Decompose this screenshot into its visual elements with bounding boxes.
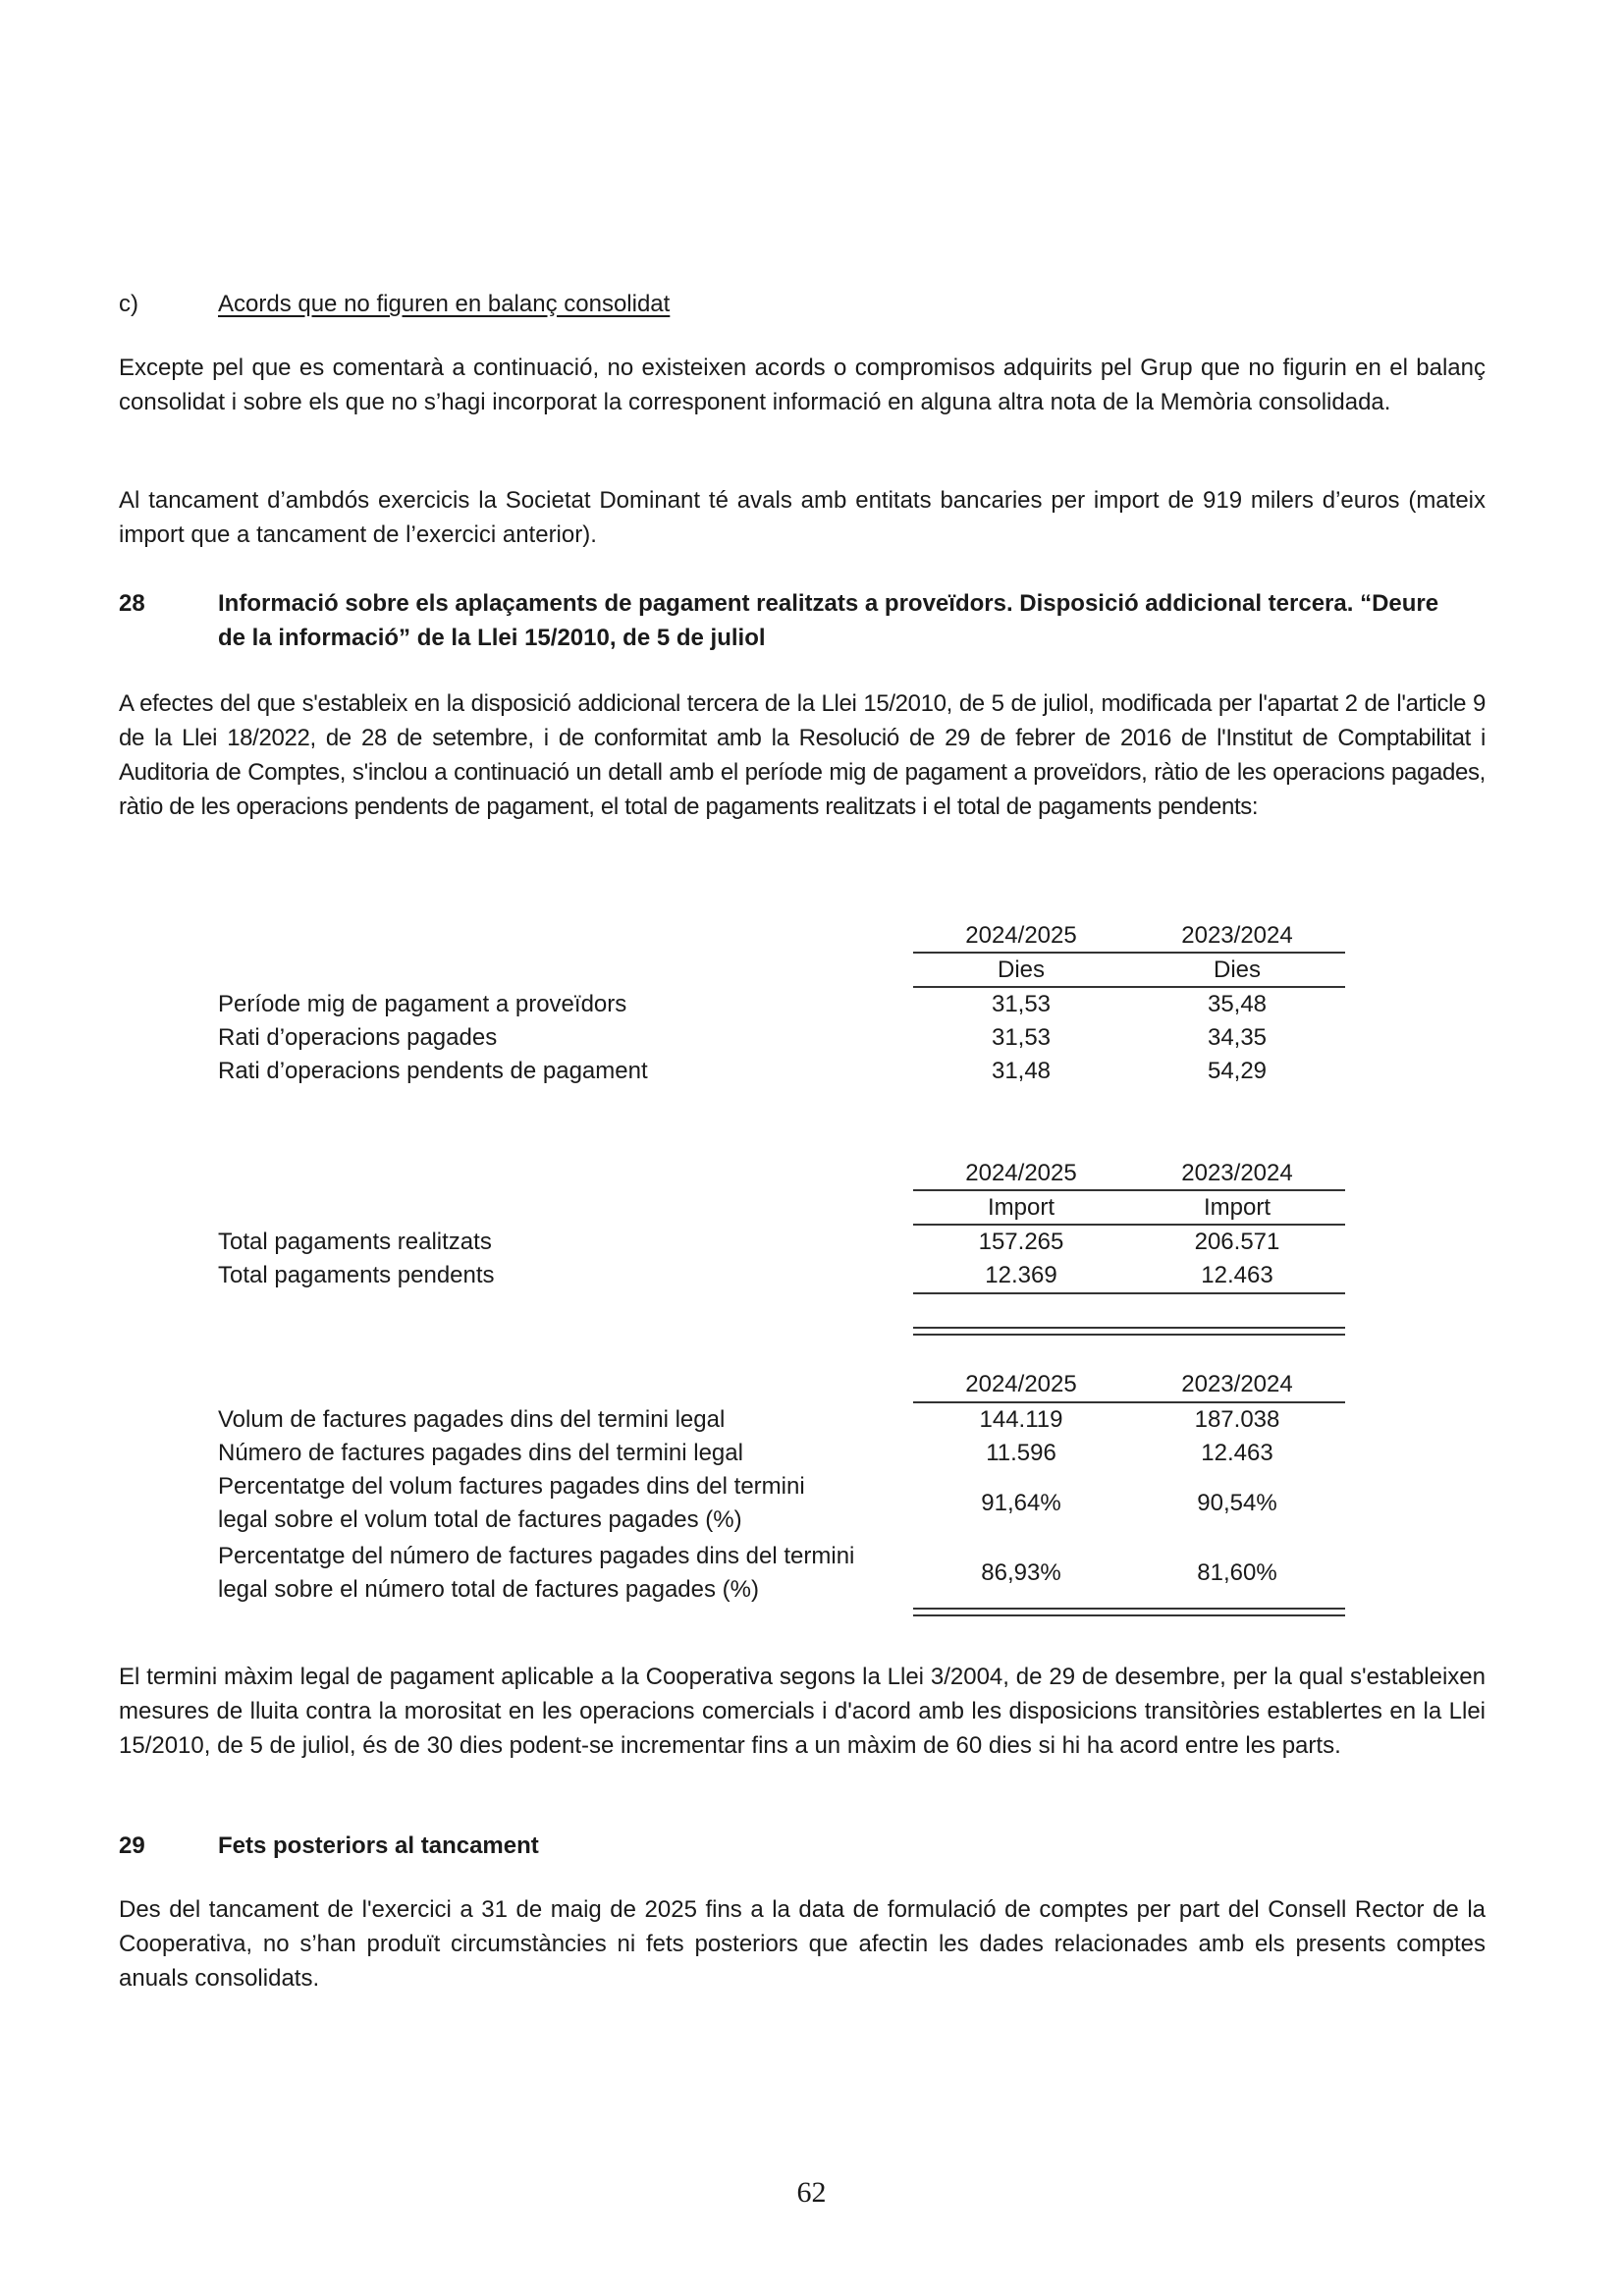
section-29-title: Fets posteriors al tancament	[218, 1832, 539, 1859]
payments-table-cell: 12.369	[985, 1262, 1057, 1288]
payments-table-unit-col2: Import	[1203, 1194, 1271, 1221]
days-table-row-label: Rati d’operacions pagades	[218, 1024, 498, 1051]
invoices-table-row-label: Percentatge del número de factures pagades dins del termini	[218, 1543, 855, 1569]
page-number: 62	[796, 2176, 827, 2209]
invoices-table-cell: 81,60%	[1197, 1559, 1277, 1586]
days-table-cell: 31,48	[991, 1058, 1052, 1084]
days-table-row-label: Rati d’operacions pendents de pagament	[218, 1058, 648, 1084]
days-table-header-col1: 2024/2025	[965, 922, 1077, 949]
invoices-table-row-label: Número de factures pagades dins del termini legal	[218, 1440, 743, 1466]
invoices-table-double-rule	[913, 1608, 1345, 1616]
section-c-paragraph-1: Excepte pel que es comentarà a continuació, no existeixen acords o compromisos adquirits pel Grup que no figurin en el balanç consolidat i sobre els que no s’hagi incorporat la corresponent informació en alguna altra nota de la Memòria consolidada.	[119, 355, 1486, 415]
payments-table-double-rule	[913, 1327, 1345, 1336]
payments-table-cell: 206.571	[1194, 1229, 1280, 1255]
days-table-header-col2: 2023/2024	[1181, 922, 1293, 949]
invoices-table-header-col1: 2024/2025	[965, 1371, 1077, 1397]
payments-table-row-label: Total pagaments realitzats	[218, 1229, 492, 1255]
invoices-table-cell: 12.463	[1201, 1440, 1273, 1466]
days-table-cell: 34,35	[1207, 1024, 1268, 1051]
invoices-table-row-label: Volum de factures pagades dins del termini legal	[218, 1406, 726, 1433]
invoices-table-cell: 91,64%	[981, 1490, 1061, 1516]
payments-table-header-col2: 2023/2024	[1181, 1160, 1293, 1186]
days-table-unit-col1: Dies	[997, 957, 1045, 983]
days-table-unit-col2: Dies	[1213, 957, 1261, 983]
payments-table-row-label: Total pagaments pendents	[218, 1262, 495, 1288]
payments-table-cell: 12.463	[1201, 1262, 1273, 1288]
invoices-table-row-label: Percentatge del volum factures pagades dins del termini	[218, 1473, 805, 1500]
section-28-number: 28	[119, 590, 145, 617]
invoices-table-row-label: legal sobre el volum total de factures pagades (%)	[218, 1506, 742, 1533]
invoices-table-cell: 86,93%	[981, 1559, 1061, 1586]
section-c-paragraph-2: Al tancament d’ambdós exercicis la Societat Dominant té avals amb entitats bancaries per import de 919 milers d’euros (mateix import que a tancament de l’exercici anterior).	[119, 487, 1486, 548]
days-table-row-label: Període mig de pagament a proveïdors	[218, 991, 627, 1017]
section-28-closing: El termini màxim legal de pagament aplicable a la Cooperativa segons la Llei 3/2004, de 29 de desembre, per la qual s'estableixen mesures de lluita contra la morositat en les operacions comercials i d'acord amb les disposicions transitòries establertes en la Llei 15/2010, de 5 de juliol, és de 30 dies podent-se incrementar fins a un màxim de 60 dies si hi ha acord entre les parts.	[119, 1664, 1486, 1759]
section-c-title: Acords que no figuren en balanç consolidat	[218, 291, 671, 317]
invoices-table-row-label: legal sobre el número total de factures pagades (%)	[218, 1576, 759, 1603]
payments-table-rule-bottom	[913, 1292, 1345, 1294]
section-28-title-line-1: Informació sobre els aplaçaments de pagament realitzats a proveïdors. Disposició addicional tercera. “Deure	[218, 590, 1439, 617]
section-29-number: 29	[119, 1832, 145, 1859]
days-table-cell: 31,53	[991, 991, 1052, 1017]
section-c-marker: c)	[119, 291, 138, 317]
invoices-table-cell: 187.038	[1194, 1406, 1280, 1433]
invoices-table-header-col2: 2023/2024	[1181, 1371, 1293, 1397]
days-table-cell: 54,29	[1207, 1058, 1268, 1084]
days-table-cell: 31,53	[991, 1024, 1052, 1051]
payments-table-cell: 157.265	[978, 1229, 1064, 1255]
invoices-table-cell: 144.119	[979, 1406, 1063, 1433]
invoices-table-cell: 11.596	[986, 1440, 1056, 1466]
section-29-paragraph: Des del tancament de l'exercici a 31 de maig de 2025 fins a la data de formulació de comptes per part del Consell Rector de la Cooperativa, no s’han produït circumstàncies ni fets posteriors que afectin les dades relacionades amb els presents comptes anuals consolidats.	[119, 1896, 1486, 1992]
invoices-table-cell: 90,54%	[1197, 1490, 1277, 1516]
days-table-cell: 35,48	[1207, 991, 1268, 1017]
payments-table-header-col1: 2024/2025	[965, 1160, 1077, 1186]
section-28-title-line-2: de la informació” de la Llei 15/2010, de 5 de juliol	[218, 625, 766, 651]
section-28-intro: A efectes del que s'estableix en la disposició addicional tercera de la Llei 15/2010, de 5 de juliol, modificada per l'apartat 2 de l'article 9 de la Llei 18/2022, de 28 de setembre, i de conformitat amb la Resolució de 29 de febrer de 2016 de l'Institut de Comptabilitat i Auditoria de Comptes, s'inclou a continuació un detall amb el període mig de pagament a proveïdors, ràtio de les operacions pagades, ràtio de les operacions pendents de pagament, el total de pagaments realitzats i el total de pagaments pendents:	[119, 690, 1486, 820]
payments-table-unit-col1: Import	[987, 1194, 1055, 1221]
